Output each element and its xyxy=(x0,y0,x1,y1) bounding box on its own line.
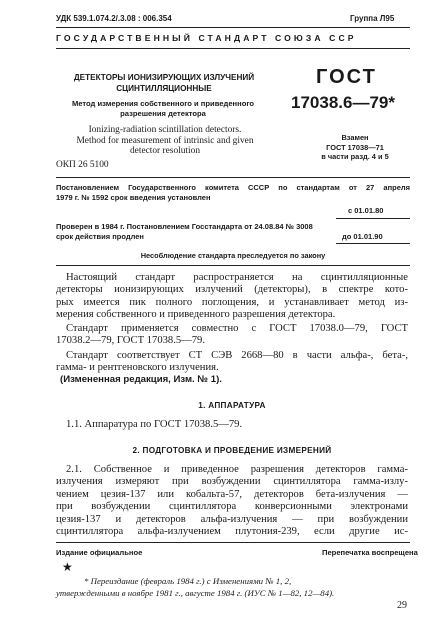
udk-code: УДК 539.1.074.2/.3.08 : 006.354 xyxy=(56,14,172,23)
checked-line-2: срок действия продлен xyxy=(56,232,144,242)
intro-p3-line-2: гамма- и рентгеновского излучения. xyxy=(56,362,219,374)
intro-paragraph-2 xyxy=(56,323,408,348)
section-2-line-4: при возбуждении сцинтиллятора конверсионными электронами xyxy=(56,501,408,513)
checked-line-1: Проверен в 1984 г. Постановлением Госстандарта от 24.08.84 № 3008 xyxy=(56,222,313,231)
intro-p1-line-1: Настоящий стандарт распространяется на сцинтилляционные xyxy=(66,272,408,283)
intro-paragraph-3 xyxy=(56,350,408,375)
date-from: с 01.01.80 xyxy=(348,206,384,215)
page-number: 29 xyxy=(397,600,407,611)
title-line-1: ДЕТЕКТОРЫ ИОНИЗИРУЮЩИХ ИЗЛУЧЕНИЙ xyxy=(73,73,255,82)
standard-title xyxy=(66,72,262,94)
intro-p1-line-2: детекторы ионизирующих излучений (детекторы), в спектре кото- xyxy=(56,284,408,296)
checked-text xyxy=(56,222,356,242)
decree-rule-bottom xyxy=(56,265,410,266)
section-2-heading: 2. ПОДГОТОВКА И ПРОВЕДЕНИЕ ИЗМЕРЕНИЙ xyxy=(132,446,332,455)
section-2-line-5: цезия-137 и детекторов альфа-излучения — при возбуждении xyxy=(56,513,408,525)
replacement-note xyxy=(300,133,410,162)
title-line-2: СЦИНТИЛЛЯЦИОННЫЕ xyxy=(116,84,212,93)
decree-rule-top xyxy=(56,177,410,178)
star-mark: ★ xyxy=(62,560,73,574)
decree-text xyxy=(56,183,410,203)
decree-line-1: Постановлением Государственного комитета СССР по стандартам от 27 апреля xyxy=(56,183,410,192)
date-to: до 01.01.90 xyxy=(342,232,383,241)
method-subtitle xyxy=(56,99,270,119)
date-from-underline xyxy=(336,218,410,219)
reissue-line-1: * Переиздание (февраль 1984 г.) с Изменениями № 1, 2, xyxy=(84,576,292,586)
gost-number: 17038.6—79* xyxy=(291,93,395,112)
law-notice: Несоблюдение стандарта преследуется по закону xyxy=(140,251,326,260)
reissue-line-2: утвержденными в ноябре 1981 г., августе 1984 г. (ИУС № 1—82, 12—84). xyxy=(56,588,335,598)
standard-banner: ГОСУДАРСТВЕННЫЙ СТАНДАРТ СОЮЗА ССР xyxy=(56,33,357,43)
section-1-item: 1.1. Аппаратура по ГОСТ 17038.5—79. xyxy=(66,419,243,430)
reprint-prohibited: Перепечатка воспрещена xyxy=(322,548,418,557)
intro-p1-line-3: рых имеется пик полного поглощения, и устанавливает метод из- xyxy=(56,296,408,308)
english-title xyxy=(60,125,270,157)
revision-note: (Измененная редакция, Изм. № 1). xyxy=(60,374,222,385)
decree-line-2: 1979 г. № 1592 срок введения установлен xyxy=(56,193,211,203)
date-to-underline xyxy=(336,243,410,244)
replace-label: Взамен xyxy=(341,133,369,142)
section-2-line-6: сцинтиллятора альфа-излучением плутония-239, если другие ис- xyxy=(56,526,408,538)
replace-part: в части разд. 4 и 5 xyxy=(321,152,389,162)
gost-label: ГОСТ xyxy=(316,66,377,88)
group-code: Группа Л95 xyxy=(350,14,395,23)
english-line-3: detector resolution xyxy=(129,146,201,157)
english-line-2: Method for measurement of intrinsic and given xyxy=(76,135,254,146)
section-2-paragraph xyxy=(56,464,408,538)
intro-paragraph-1 xyxy=(56,272,408,322)
english-line-1: Ionizing-radiation scintillation detectors. xyxy=(88,125,242,135)
header-rule-bottom xyxy=(56,48,410,49)
intro-p2-line-2: 17038.2—79, ГОСТ 17038.5—79. xyxy=(56,335,206,347)
intro-p2-line-1: Стандарт применяется совместно с ГОСТ 17038.0—79, ГОСТ xyxy=(66,323,408,334)
official-edition: Издание официальное xyxy=(56,548,143,557)
reissue-note xyxy=(56,575,410,599)
method-line-1: Метод измерения собственного и приведенного xyxy=(71,99,255,108)
section-2-line-2: излучения измеряют при возбуждении сцинтиллятора гамма-излу- xyxy=(56,476,408,488)
intro-p3-line-1: Стандарт соответствует СТ СЭВ 2668—80 в части альфа-, бета-, xyxy=(66,350,408,361)
method-line-2: разрешения детектора xyxy=(120,109,206,118)
section-2-line-1: 2.1. Собственное и приведенное разрешения детекторов гамма- xyxy=(66,464,408,475)
section-1-heading: 1. АППАРАТУРА xyxy=(198,401,266,410)
header-rule-top xyxy=(56,27,410,28)
okp-code: ОКП 26 5100 xyxy=(56,160,109,170)
footer-rule xyxy=(56,542,410,543)
section-2-line-3: чением цезия-137 или кобальта-57, детекторов бета-излучения — xyxy=(56,488,408,500)
replace-value: ГОСТ 17038—71 xyxy=(326,142,384,152)
intro-p1-line-4: мерения собственного и приведенного разрешения детектора. xyxy=(56,309,336,321)
